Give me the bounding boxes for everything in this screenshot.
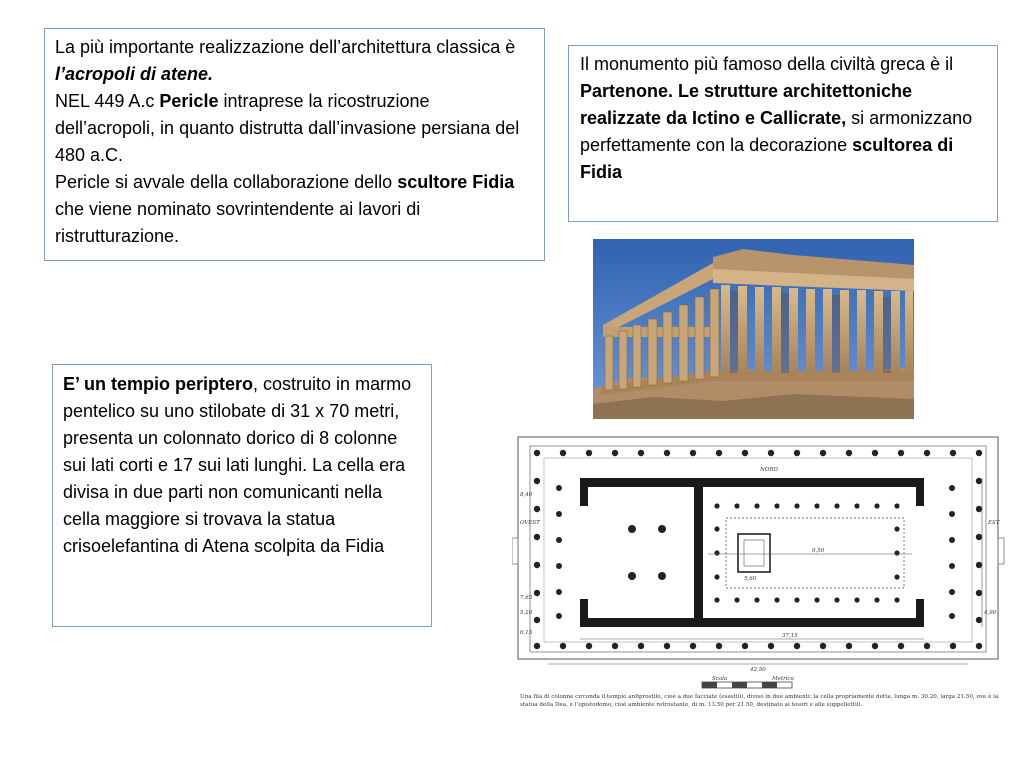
intro-text-box (44, 28, 545, 261)
partenone-text-d: scultorea di Fidia (580, 135, 954, 182)
partenone-text-b: Partenone. Le strutture architettoniche realizzate da Ictino e Callicrate, (580, 81, 913, 128)
pericle-emphasis: Pericle (159, 91, 219, 111)
plan-label-est: EST (988, 520, 1000, 526)
partenone-text-a: Il monumento più famoso della civiltà greca è il (580, 54, 954, 74)
plan-dim-7: 4,90 (984, 610, 997, 616)
partenone-text-c: si armonizzano perfettamente con la decorazione (580, 108, 973, 155)
plan-label-ovest: OVEST (520, 520, 540, 526)
intro-line-1: La più importante realizzazione dell’architettura classica è (55, 37, 516, 57)
intro-line-3c: che viene nominato sovrintendente ai lavori di ristrutturazione. (55, 199, 421, 246)
plan-dim-8: 9,50 (812, 548, 825, 554)
plan-label-scala: Scala (712, 676, 728, 682)
plan-dim-3: 5,20 (520, 610, 533, 616)
periptero-emphasis: E’ un tempio periptero (63, 374, 254, 394)
partenone-text-box (568, 45, 998, 222)
tempio-text-box (52, 364, 432, 627)
plan-dim-4: 6,15 (520, 630, 533, 636)
plan-dim-9: 5,60 (744, 576, 757, 582)
tempio-text-b: , costruito in marmo pentelico su uno stilobate di 31 x 70 metri, presenta un colonnato dorico di 8 colonne sui lati corti e 17 sui lati lunghi. La cella era divisa in due parti non comunicanti nella cella maggiore si trovava la statua crisoelefantina di Atena scolpita da Fidia (63, 374, 412, 556)
plan-dim-6: 42,50 (750, 667, 766, 673)
acropoli-emphasis: l’acropoli di atene. (55, 64, 214, 84)
fidia-emphasis: scultore Fidia (397, 172, 515, 192)
plan-dim-2: 7,65 (520, 595, 533, 601)
plan-label-nord: NORD (760, 467, 778, 473)
plan-caption: Una fila di colonne circonda il tempio anfiprostilo, cioè a due facciate (esastili), diviso in due ambienti: la cella propriamente detta, lunga m. 30.20, larga 21.50, ove è la statua della Dea, e l’opistodomo, cioè ambiente retrostante, di m. 13.50 per 21.50, destinato ai tesori e alle suppellettili. (520, 694, 999, 708)
parthenon-photo (593, 239, 914, 419)
plan-dim-1: 8,40 (520, 492, 533, 498)
temple-floor-plan (512, 434, 1006, 722)
intro-line-2a: NEL 449 A.c (55, 91, 160, 111)
plan-dim-5: 37,15 (782, 633, 798, 639)
intro-line-3a: Pericle si avvale della collaborazione dello (55, 172, 398, 192)
intro-line-2c: intraprese la ricostruzione dell’acropoli, in quanto distrutta dall’invasione persiana del 480 a.C. (55, 91, 520, 165)
plan-label-metrica: Metrica (772, 676, 794, 682)
